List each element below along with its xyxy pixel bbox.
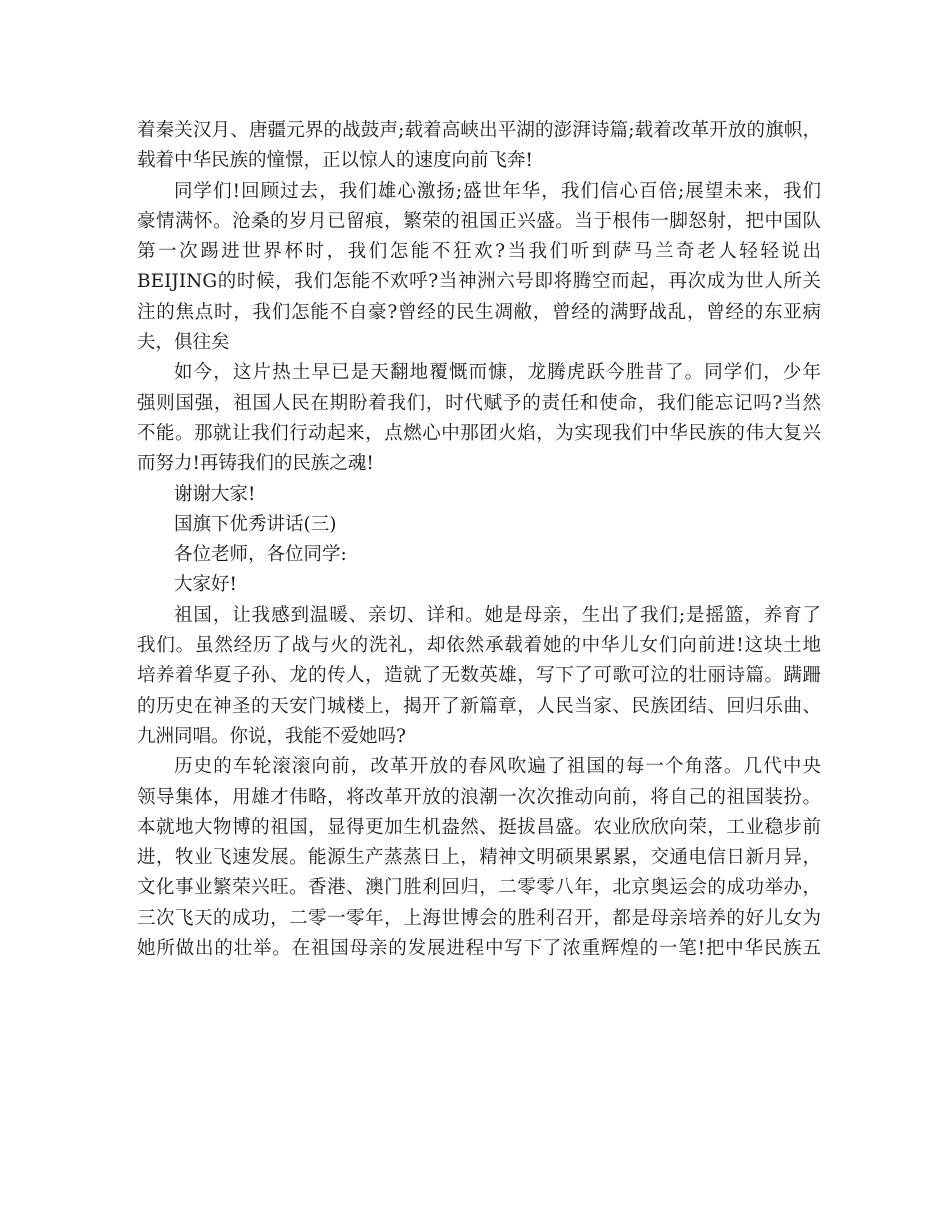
- text-line: 本就地大物博的祖国，显得更加生机盎然、挺拔昌盛。农业欣欣向荣，工业稳步前: [137, 816, 821, 838]
- text-line: 载着中华民族的憧憬，正以惊人的速度向前飞奔!: [137, 150, 533, 172]
- text-line: 不能。那就让我们行动起来，点燃心中那团火焰，为实现我们中华民族的伟大复兴: [137, 422, 821, 444]
- text-line: 培养着华夏子孙、龙的传人，造就了无数英雄，写下了可歌可泣的壮丽诗篇。蹒跚: [137, 665, 821, 687]
- text-line: 进，牧业飞速发展。能源生产蒸蒸日上，精神文明硕果累累，交通电信日新月异，: [137, 847, 821, 869]
- text-line: 第一次踢进世界杯时，我们怎能不狂欢?当我们听到萨马兰奇老人轻轻说出: [137, 241, 821, 263]
- text-line: 谢谢大家!: [174, 483, 256, 505]
- text-line: 大家好!: [174, 574, 237, 596]
- text-line: 国旗下优秀讲话(三): [174, 513, 337, 535]
- text-line: 豪情满怀。沧桑的岁月已留痕，繁荣的祖国正兴盛。当于根伟一脚怒射，把中国队: [137, 210, 821, 232]
- text-line: 各位老师，各位同学:: [174, 544, 347, 566]
- text-line: 而努力!再铸我们的民族之魂!: [137, 453, 374, 475]
- text-line: 文化事业繁荣兴旺。香港、澳门胜利回归，二零零八年，北京奥运会的成功举办，: [137, 877, 821, 899]
- text-line: 强则国强，祖国人民在期盼着我们，时代赋予的责任和使命，我们能忘记吗?当然: [137, 392, 821, 414]
- text-line: 九洲同唱。你说，我能不爱她吗?: [137, 725, 406, 747]
- text-line: 我们。虽然经历了战与火的洗礼，却依然承载着她的中华儿女们向前进!这块土地: [137, 635, 821, 657]
- text-line: 三次飞天的成功，二零一零年，上海世博会的胜利召开，都是母亲培养的好儿女为: [137, 907, 821, 929]
- text-line: 祖国，让我感到温暖、亲切、详和。她是母亲，生出了我们;是摇篮，养育了: [174, 604, 821, 626]
- text-line: 领导集体，用雄才伟略，将改革开放的浪潮一次次推动向前，将自己的祖国装扮。: [137, 786, 821, 808]
- text-line: 历史的车轮滚滚向前，改革开放的春风吹遍了祖国的每一个角落。几代中央: [174, 756, 821, 778]
- document-page: [137, 116, 821, 964]
- text-line: 的历史在神圣的天安门城楼上，揭开了新篇章，人民当家、民族团结、回归乐曲、: [137, 695, 821, 717]
- text-line: 注的焦点时，我们怎能不自豪?曾经的民生凋敝，曾经的满野战乱，曾经的东亚病: [137, 301, 821, 323]
- text-line: 着秦关汉月、唐疆元界的战鼓声;载着高峡出平湖的澎湃诗篇;载着改革开放的旗帜，: [137, 120, 821, 141]
- document-body: [137, 116, 821, 964]
- text-line: BEIJING的时候，我们怎能不欢呼?当神洲六号即将腾空而起，再次成为世人所关: [137, 271, 821, 293]
- text-line: 夫，俱往矣: [137, 332, 230, 354]
- text-line: 她所做出的壮举。在祖国母亲的发展进程中写下了浓重辉煌的一笔!把中华民族五: [137, 938, 821, 960]
- text-line: 同学们!回顾过去，我们雄心激扬;盛世年华，我们信心百倍;展望未来，我们: [174, 180, 821, 202]
- text-line: 如今，这片热土早已是天翻地覆慨而慷，龙腾虎跃今胜昔了。同学们，少年: [174, 362, 821, 384]
